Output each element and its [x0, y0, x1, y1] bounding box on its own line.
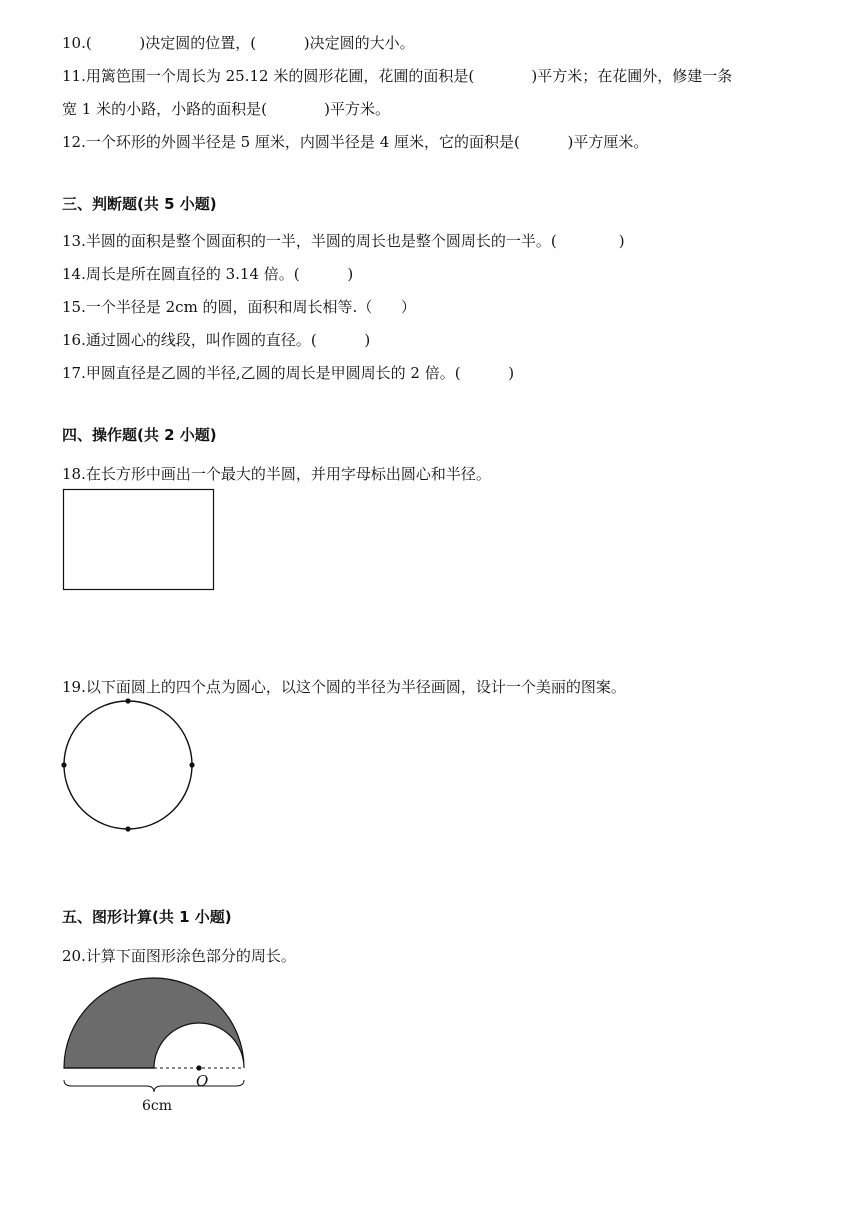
- question-18: 18.在长方形中画出一个最大的半圆，并用字母标出圆心和半径。: [62, 465, 491, 483]
- judge-section-heading: 三、判断题(共 5 小题): [62, 195, 217, 213]
- center-point: [196, 1065, 201, 1070]
- calc-section-heading: 五、图形计算(共 1 小题): [62, 908, 232, 926]
- width-label: 6cm: [142, 1098, 173, 1114]
- question-17: 17.甲圆直径是乙圆的半径,乙圆的周长是甲圆周长的 2 倍。( ): [62, 364, 515, 382]
- question-11-line-2: 宽 1 米的小路，小路的面积是( )平方米。: [62, 100, 391, 118]
- question-14: 14.周长是所在圆直径的 3.14 倍。( ): [62, 265, 354, 283]
- shaded-region: [64, 978, 244, 1068]
- question-12: 12.一个环形的外圆半径是 5 厘米，内圆半径是 4 厘米，它的面积是( )平方厘米。: [62, 133, 649, 151]
- question-13: 13.半圆的面积是整个圆面积的一半，半圆的周长也是整个圆周长的一半。( ): [62, 232, 625, 250]
- question-15: 15.一个半径是 2cm 的圆，面积和周长相等.（ ）: [62, 298, 416, 316]
- question-20: 20.计算下面图形涂色部分的周长。: [62, 947, 296, 965]
- question-19: 19.以下面圆上的四个点为圆心，以这个圆的半径为半径画圆，设计一个美丽的图案。: [62, 678, 626, 696]
- question-16: 16.通过圆心的线段，叫作圆的直径。( ): [62, 331, 371, 349]
- width-brace: [64, 1080, 244, 1092]
- center-label: O: [196, 1072, 209, 1090]
- question-11-line-1: 11.用篱笆围一个周长为 25.12 米的圆形花圃，花圃的面积是( )平方米；在花圃外，修建一条: [62, 67, 733, 85]
- operate-section-heading: 四、操作题(共 2 小题): [62, 426, 217, 444]
- question-10: 10.( )决定圆的位置，( )决定圆的大小。: [62, 34, 415, 52]
